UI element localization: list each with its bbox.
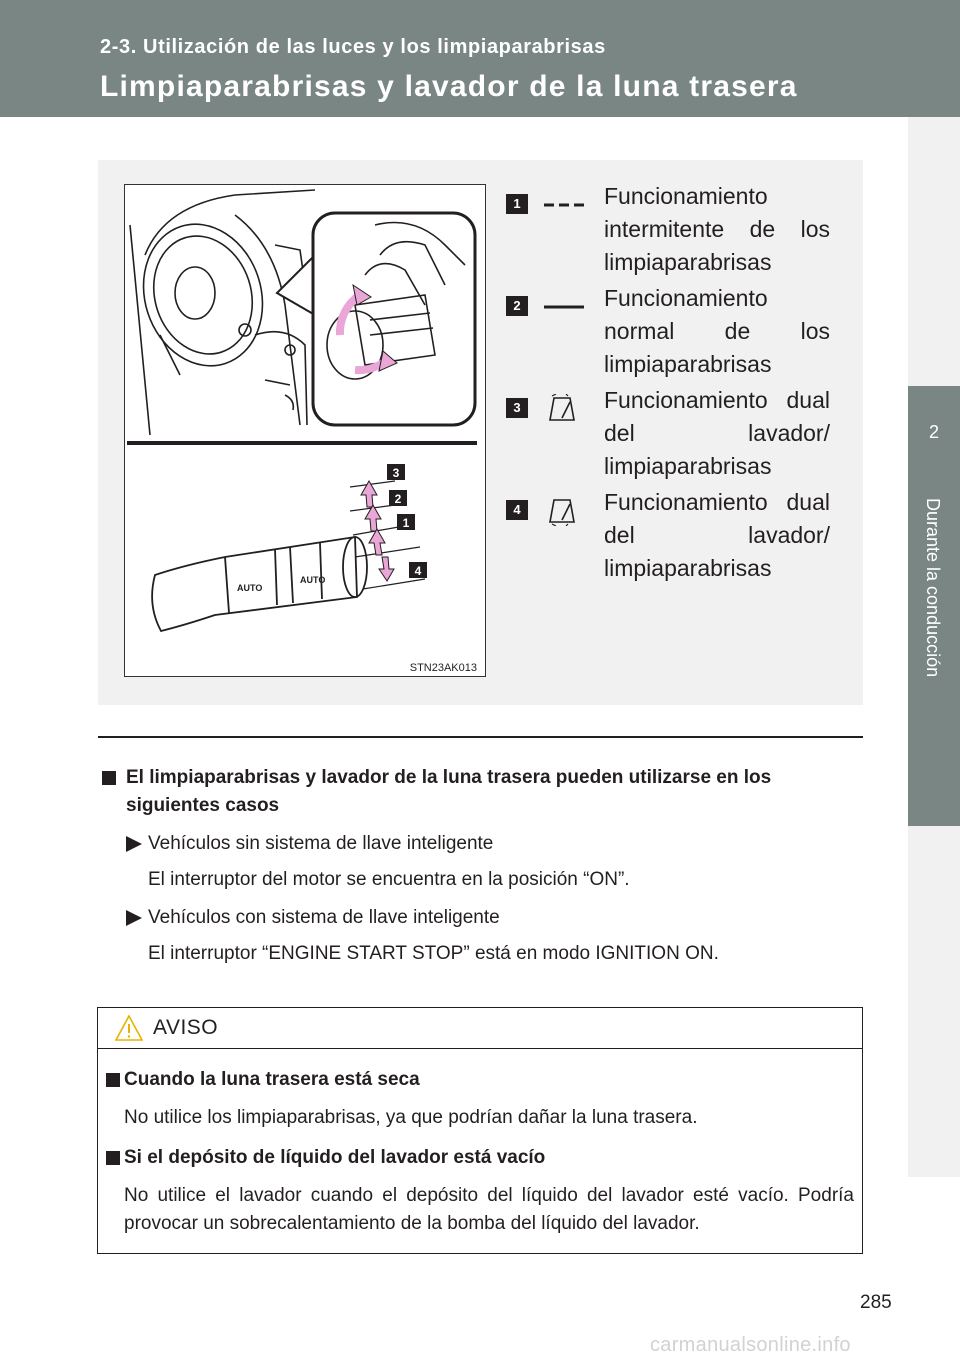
page-number: 285 — [860, 1292, 892, 1313]
section-divider — [98, 736, 863, 738]
page-title: Limpiaparabrisas y lavador de la luna trasera — [100, 70, 798, 103]
legend-text-2: Funcionamiento normal de los limpiaparabrisas — [604, 285, 830, 377]
warning-header — [98, 1008, 862, 1049]
legend-text-3: Funcionamiento dual del lavador/ limpiaparabrisas — [604, 387, 830, 479]
wiper-lever-illustration — [124, 184, 486, 677]
condition-case-1-label: Vehículos sin sistema de llave inteligente — [148, 833, 494, 854]
conditions-heading: El limpiaparabrisas y lavador de la luna trasera pueden utilizarse en los siguientes casos — [100, 764, 860, 820]
washer-wiper-icon — [542, 496, 586, 526]
warning-item-2-heading: Si el depósito de líquido del lavador está vacío — [124, 1144, 854, 1172]
chapter-side-tab — [908, 117, 960, 1177]
triangle-bullet-icon — [126, 836, 142, 852]
svg-text:AUTO: AUTO — [300, 575, 326, 585]
chapter-label: Durante la conducción — [923, 498, 943, 678]
warning-triangle-icon — [115, 1014, 143, 1042]
lever-illustration-svg — [125, 185, 485, 676]
callout-2: 2 — [394, 492, 402, 506]
page-header — [0, 0, 960, 117]
warning-label: AVISO — [153, 1016, 219, 1039]
legend-item-3 — [506, 384, 832, 486]
svg-text:AUTO: AUTO — [237, 583, 263, 593]
callout-pointer — [277, 255, 315, 315]
legend-number-3: 3 — [506, 398, 528, 418]
callout-3: 3 — [392, 466, 400, 480]
dashed-line-icon — [542, 190, 586, 220]
warning-item-2-text: No utilice el lavador cuando el depósito del líquido del lavador esté vacío. Podría provocar un sobrecalentamiento de la bomba del líquido del lavador. — [124, 1185, 854, 1234]
condition-case-2-label: Vehículos con sistema de llave inteligente — [148, 907, 500, 928]
section-title: 2-3. Utilización de las luces y los limpiaparabrisas — [100, 36, 606, 58]
chapter-label-block — [908, 486, 960, 826]
warning-item-1-text: No utilice los limpiaparabrisas, ya que podrían dañar la luna trasera. — [124, 1107, 698, 1128]
condition-case-1 — [100, 830, 860, 858]
warning-body — [98, 1066, 862, 1250]
solid-line-icon — [542, 292, 586, 322]
cockpit-sketch — [126, 190, 315, 435]
legend-item-1 — [506, 180, 832, 282]
legend-number-1: 1 — [506, 194, 528, 214]
condition-case-2-detail: El interruptor “ENGINE START STOP” está en modo IGNITION ON. — [148, 943, 719, 964]
chapter-number-block — [908, 386, 960, 486]
legend-item-4 — [506, 486, 832, 588]
switch-text — [237, 575, 325, 593]
chapter-number: 2 — [928, 422, 939, 442]
watermark: carmanualsonline.info — [650, 1334, 851, 1356]
legend-text-1: Funcionamiento intermitente de los limpiaparabrisas — [604, 183, 830, 275]
condition-case-2 — [100, 904, 860, 932]
triangle-bullet-icon — [126, 910, 142, 926]
usage-conditions — [100, 764, 860, 968]
legend-number-4: 4 — [506, 500, 528, 520]
legend-text-4: Funcionamiento dual del lavador/ limpiaparabrisas — [604, 489, 830, 581]
figure-legend — [506, 180, 832, 588]
washer-wiper-icon — [542, 394, 586, 424]
legend-item-2 — [506, 282, 832, 384]
callout-1: 1 — [402, 516, 410, 530]
condition-case-1-detail: El interruptor del motor se encuentra en la posición “ON”. — [148, 869, 630, 890]
legend-number-2: 2 — [506, 296, 528, 316]
warning-item-1-heading: Cuando la luna trasera está seca — [124, 1066, 854, 1094]
callout-4: 4 — [414, 564, 422, 578]
figure-code: STN23AK013 — [409, 662, 477, 674]
warning-box — [97, 1007, 863, 1254]
